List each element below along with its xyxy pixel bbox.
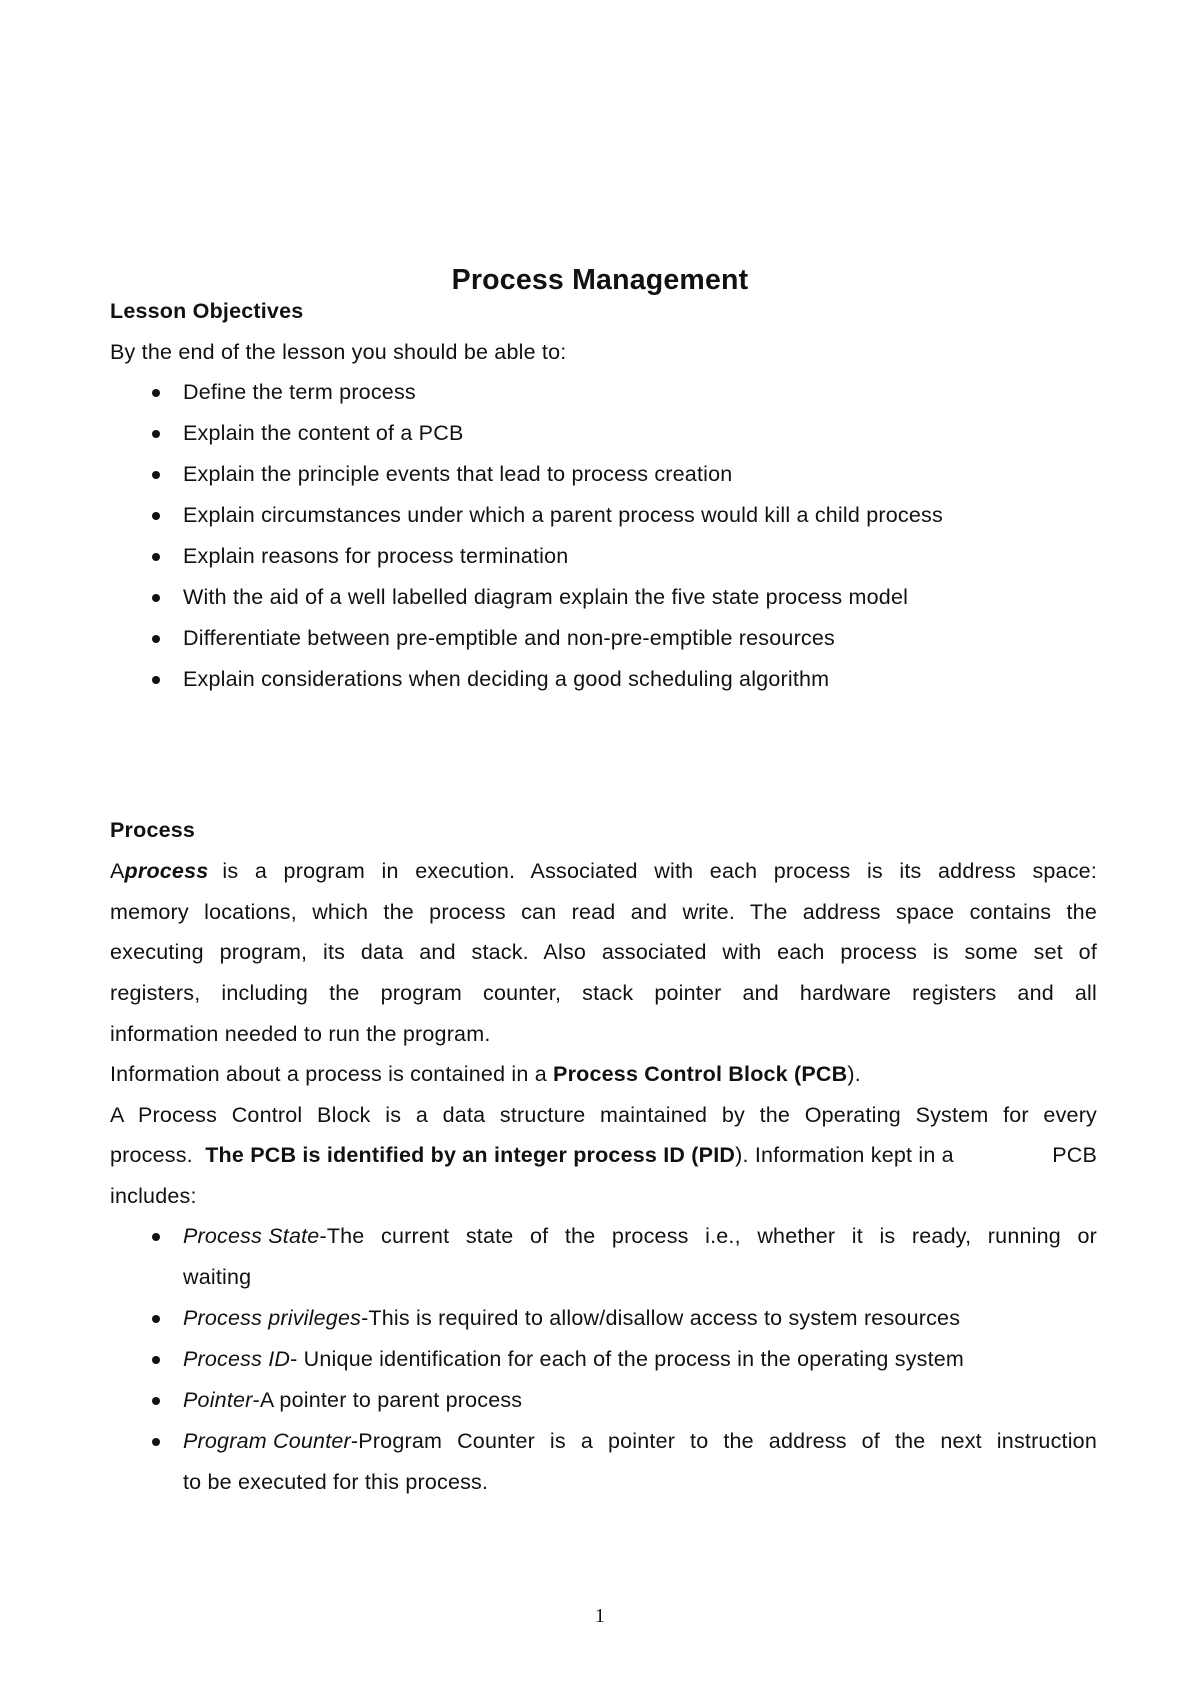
bullet-icon bbox=[152, 389, 160, 397]
bullet-icon bbox=[152, 512, 160, 520]
paragraph-line: includes: bbox=[110, 1184, 197, 1208]
bullet-icon bbox=[152, 1438, 160, 1446]
document-page: Process Management Lesson Objectives By the end of the lesson you should be able to: Define the term process Explain the content of a PCB Explain the principle events that lead to process creation Explain circumstances under which a parent process would kill a child process Explain reasons for process termination With the aid of a well labelled diagram explain the five state process model Differentiate between pre-emptible and non-pre-emptible resources Explain considerations when deciding a good scheduling algorithm Process A process is a program in execution. Associated with each process is its address space: memory locations, which the process can read and write. The address space contains the executing program, its data and stack. Also associated with each process is some set of registers, including the program counter, stack pointer and hardware registers and all information needed to run the program. Information about a process is contained in a Process Control Block (PCB). A Process Control Block is a data structure maintained by the Operating System for every process. The PCB is identified by an integer process ID (PID). Information kept in a PCB includes: Process State -The current state of the process i.e., whether it is ready, running or waiting Process privileges-This is required to allow/disallow access to system resources Process ID- Unique identification for each of the process in the operating system Pointer-A pointer to parent process Program Counter -Program Counter is a pointer to the address of the next instruction to be executed for this process. 1 bbox=[0, 0, 1200, 1696]
objectives-intro: By the end of the lesson you should be able to: bbox=[110, 340, 567, 364]
objectives-heading: Lesson Objectives bbox=[110, 299, 304, 323]
process-term: process bbox=[124, 859, 209, 883]
page-title: Process Management bbox=[451, 264, 749, 296]
bullet-icon bbox=[152, 471, 160, 479]
paragraph-line: information needed to run the program. bbox=[110, 1022, 491, 1046]
pcb-intro-paragraph: Information about a process is contained in a Process Control Block (PCB). bbox=[110, 1062, 861, 1086]
bullet-icon bbox=[152, 1233, 160, 1241]
bullet-icon bbox=[152, 676, 160, 684]
bullet-icon bbox=[152, 1315, 160, 1323]
bullet-icon bbox=[152, 1397, 160, 1405]
bullet-icon bbox=[152, 430, 160, 438]
process-heading: Process bbox=[110, 818, 196, 842]
process-paragraph bbox=[110, 856, 1097, 886]
bullet-icon bbox=[152, 553, 160, 561]
paragraph-line: A process is a program in execution. Associated with each process is its address space: bbox=[110, 856, 1097, 886]
paragraph-line: registers, including the program counter, stack pointer and hardware registers and all bbox=[110, 981, 1097, 1005]
bullet-icon bbox=[152, 1356, 160, 1364]
paragraph-line: process. The PCB is identified by an integer process ID (PID). Information kept in a PCB bbox=[110, 1143, 1097, 1167]
page-number: 1 bbox=[594, 1605, 606, 1627]
paragraph-line: memory locations, which the process can read and write. The address space contains the bbox=[110, 900, 1097, 924]
paragraph-line: A Process Control Block is a data structure maintained by the Operating System for every bbox=[110, 1103, 1097, 1127]
paragraph-line: executing program, its data and stack. Also associated with each process is some set of bbox=[110, 940, 1097, 964]
bullet-icon bbox=[152, 594, 160, 602]
bullet-icon bbox=[152, 635, 160, 643]
